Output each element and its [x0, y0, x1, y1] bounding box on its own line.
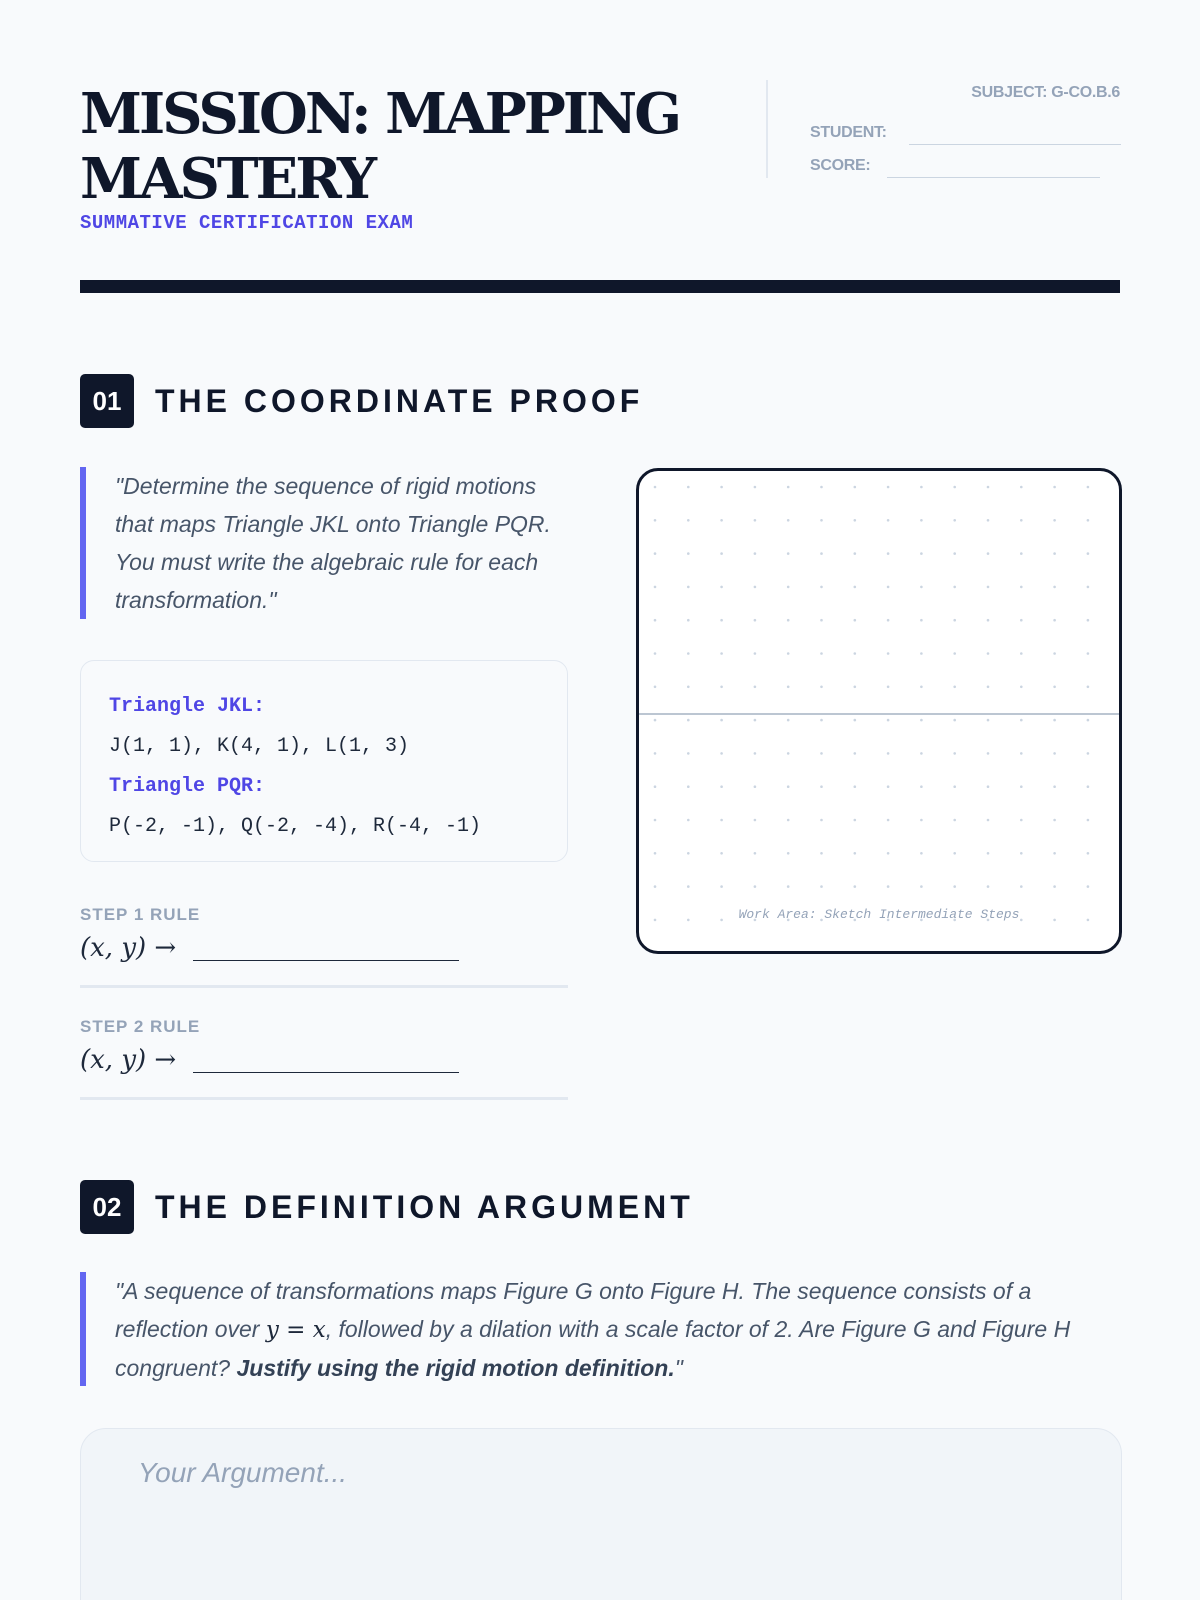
- grid-dot: [953, 652, 956, 655]
- grid-dot: [920, 819, 923, 822]
- grid-dot: [754, 752, 757, 755]
- grid-dot: [720, 885, 723, 888]
- grid-dot: [1053, 619, 1056, 622]
- dot-grid: [639, 471, 1119, 951]
- grid-dot: [887, 552, 890, 555]
- sketch-work-area[interactable]: [636, 468, 1122, 954]
- grid-dot: [854, 752, 857, 755]
- coordinates-box: [80, 660, 568, 862]
- grid-dot: [787, 885, 790, 888]
- grid-dot: [687, 586, 690, 589]
- grid-dot: [887, 519, 890, 522]
- grid-dot: [854, 552, 857, 555]
- grid-dot: [1053, 752, 1056, 755]
- grid-dot: [787, 785, 790, 788]
- grid-dot: [1053, 719, 1056, 722]
- grid-dot: [953, 519, 956, 522]
- grid-dot: [1087, 819, 1090, 822]
- grid-dot: [987, 785, 990, 788]
- grid-dot: [820, 819, 823, 822]
- grid-dot: [687, 619, 690, 622]
- grid-dot: [787, 686, 790, 689]
- grid-dot: [920, 519, 923, 522]
- grid-dot: [953, 486, 956, 489]
- grid-dot: [854, 819, 857, 822]
- grid-dot: [854, 885, 857, 888]
- grid-dot: [953, 619, 956, 622]
- grid-dot: [687, 719, 690, 722]
- grid-dot: [754, 852, 757, 855]
- grid-dot: [687, 552, 690, 555]
- grid-dot: [1053, 686, 1056, 689]
- grid-dot: [887, 785, 890, 788]
- grid-dot: [1053, 519, 1056, 522]
- header-divider: [766, 80, 768, 178]
- grid-dot: [854, 519, 857, 522]
- grid-dot: [920, 885, 923, 888]
- grid-dot: [887, 885, 890, 888]
- grid-dot: [687, 785, 690, 788]
- grid-dot: [1087, 852, 1090, 855]
- grid-dot: [820, 552, 823, 555]
- section-2-prompt: [80, 1272, 1122, 1386]
- grid-dot: [654, 619, 657, 622]
- grid-dot: [953, 852, 956, 855]
- grid-dot: [1087, 619, 1090, 622]
- grid-dot: [787, 519, 790, 522]
- grid-dot: [754, 552, 757, 555]
- grid-dot: [1087, 519, 1090, 522]
- score-line[interactable]: [887, 177, 1100, 178]
- grid-dot: [1087, 686, 1090, 689]
- grid-dot: [820, 486, 823, 489]
- triangle-jkl-coords: J(1, 1), K(4, 1), L(1, 3): [109, 735, 410, 758]
- grid-dot: [1020, 819, 1023, 822]
- grid-dot: [820, 619, 823, 622]
- grid-dot: [687, 652, 690, 655]
- grid-dot: [720, 686, 723, 689]
- grid-dot: [953, 552, 956, 555]
- grid-dot: [920, 619, 923, 622]
- grid-dot: [754, 519, 757, 522]
- prompt-emphasis: Justify using the rigid motion definition.: [236, 1355, 675, 1381]
- grid-dot: [687, 686, 690, 689]
- section-2-number: 02: [80, 1180, 134, 1234]
- grid-dot: [1053, 852, 1056, 855]
- step-1-rule: (x, y) →: [80, 933, 177, 963]
- grid-dot: [820, 652, 823, 655]
- grid-dot: [953, 752, 956, 755]
- grid-dot: [1020, 852, 1023, 855]
- grid-dot: [854, 652, 857, 655]
- grid-dot: [920, 785, 923, 788]
- step-2-label: STEP 2 RULE: [80, 1017, 201, 1036]
- grid-dot: [1053, 819, 1056, 822]
- grid-dot: [987, 652, 990, 655]
- grid-dot: [787, 652, 790, 655]
- step-2-separator: [80, 1097, 568, 1100]
- grid-dot: [720, 486, 723, 489]
- grid-dot: [987, 552, 990, 555]
- grid-dot: [854, 785, 857, 788]
- grid-dot: [654, 752, 657, 755]
- grid-dot: [787, 552, 790, 555]
- grid-dot: [1020, 486, 1023, 489]
- grid-dot: [654, 519, 657, 522]
- grid-dot: [1087, 885, 1090, 888]
- grid-dot: [920, 719, 923, 722]
- grid-dot: [920, 586, 923, 589]
- header-rule: [80, 280, 1120, 293]
- grid-dot: [654, 486, 657, 489]
- grid-dot: [1053, 586, 1056, 589]
- grid-dot: [820, 852, 823, 855]
- grid-dot: [1020, 619, 1023, 622]
- grid-dot: [1020, 686, 1023, 689]
- argument-input[interactable]: [80, 1428, 1122, 1600]
- grid-dot: [720, 552, 723, 555]
- grid-dot: [720, 719, 723, 722]
- step-1-separator: [80, 985, 568, 988]
- grid-dot: [953, 686, 956, 689]
- grid-dot: [1087, 719, 1090, 722]
- grid-dot: [687, 819, 690, 822]
- grid-dot: [754, 619, 757, 622]
- grid-dot: [820, 719, 823, 722]
- grid-dot: [1053, 885, 1056, 888]
- grid-dot: [1053, 552, 1056, 555]
- section-2-title: THE DEFINITION ARGUMENT: [155, 1189, 694, 1225]
- grid-dot: [920, 686, 923, 689]
- grid-dot: [854, 619, 857, 622]
- grid-dot: [953, 586, 956, 589]
- grid-dot: [720, 586, 723, 589]
- exam-title: MISSION: MAPPING MASTERY: [80, 81, 680, 212]
- grid-dot: [1087, 486, 1090, 489]
- grid-dot: [987, 519, 990, 522]
- grid-dot: [654, 885, 657, 888]
- grid-dot: [987, 719, 990, 722]
- step-2-answer-blank[interactable]: [193, 1072, 459, 1073]
- grid-dot: [687, 519, 690, 522]
- grid-dot: [1020, 752, 1023, 755]
- grid-dot: [754, 652, 757, 655]
- subject-code: SUBJECT: G-CO.B.6: [971, 84, 1120, 101]
- grid-dot: [854, 686, 857, 689]
- grid-dot: [1020, 785, 1023, 788]
- triangle-jkl-label: Triangle JKL:: [109, 695, 266, 718]
- grid-dot: [787, 852, 790, 855]
- grid-dot: [887, 852, 890, 855]
- grid-dot: [854, 486, 857, 489]
- exam-subtitle: SUMMATIVE CERTIFICATION EXAM: [80, 212, 414, 234]
- section-1-prompt: "Determine the sequence of rigid motions that maps Triangle JKL onto Triangle PQR. You must write the algebraic rule for each transformation.": [80, 467, 575, 619]
- grid-dot: [654, 686, 657, 689]
- grid-dot: [720, 519, 723, 522]
- grid-dot: [953, 785, 956, 788]
- grid-dot: [820, 785, 823, 788]
- grid-dot: [720, 619, 723, 622]
- grid-dot: [987, 752, 990, 755]
- grid-dot: [920, 752, 923, 755]
- grid-dot: [920, 486, 923, 489]
- grid-dot: [754, 686, 757, 689]
- section-1-number: 01: [80, 374, 134, 428]
- grid-dot: [754, 785, 757, 788]
- prompt-text-2: , followed by a dilation with a scale factor of 2. Are Figure G and Figure H congruent?: [115, 1316, 1071, 1381]
- grid-dot: [887, 586, 890, 589]
- student-label: STUDENT:: [810, 124, 887, 141]
- grid-dot: [654, 852, 657, 855]
- grid-dot: [953, 819, 956, 822]
- grid-dot: [887, 652, 890, 655]
- score-label: SCORE:: [810, 157, 871, 174]
- grid-dot: [1087, 752, 1090, 755]
- grid-dot: [654, 785, 657, 788]
- grid-dot: [1020, 652, 1023, 655]
- grid-dot: [887, 686, 890, 689]
- grid-dot: [854, 719, 857, 722]
- grid-dot: [987, 586, 990, 589]
- grid-dot: [720, 819, 723, 822]
- grid-dot: [654, 819, 657, 822]
- grid-dot: [654, 586, 657, 589]
- grid-dot: [887, 752, 890, 755]
- grid-dot: [720, 852, 723, 855]
- grid-dot: [787, 486, 790, 489]
- grid-dot: [854, 586, 857, 589]
- grid-dot: [720, 752, 723, 755]
- grid-dot: [654, 552, 657, 555]
- grid-dot: [820, 519, 823, 522]
- section-1-title: THE COORDINATE PROOF: [155, 383, 644, 419]
- grid-dot: [1087, 785, 1090, 788]
- grid-dot: [1053, 785, 1056, 788]
- grid-dot: [920, 652, 923, 655]
- grid-dot: [887, 486, 890, 489]
- prompt-math: y = x: [265, 1317, 326, 1343]
- grid-dot: [1020, 719, 1023, 722]
- grid-dot: [953, 719, 956, 722]
- grid-dot: [754, 586, 757, 589]
- triangle-pqr-coords: P(-2, -1), Q(-2, -4), R(-4, -1): [109, 815, 482, 838]
- student-name-line[interactable]: [909, 144, 1121, 145]
- grid-dot: [787, 819, 790, 822]
- grid-dot: [1087, 586, 1090, 589]
- grid-dot: [820, 686, 823, 689]
- grid-dot: [820, 586, 823, 589]
- grid-dot: [1053, 486, 1056, 489]
- grid-dot: [987, 686, 990, 689]
- grid-dot: [687, 486, 690, 489]
- grid-dot: [687, 852, 690, 855]
- grid-dot: [820, 885, 823, 888]
- prompt-end: ": [674, 1355, 683, 1381]
- grid-dot: [754, 819, 757, 822]
- grid-dot: [987, 619, 990, 622]
- prompt-text-1: "A sequence of transformations maps Figure G onto Figure H. The sequence consists of a reflection over: [115, 1278, 1032, 1342]
- grid-dot: [754, 885, 757, 888]
- grid-dot: [987, 885, 990, 888]
- grid-dot: [654, 719, 657, 722]
- grid-dot: [887, 719, 890, 722]
- grid-dot: [1020, 552, 1023, 555]
- grid-dot: [987, 486, 990, 489]
- grid-dot: [654, 652, 657, 655]
- triangle-pqr-label: Triangle PQR:: [109, 775, 266, 798]
- grid-dot: [720, 652, 723, 655]
- grid-dot: [953, 885, 956, 888]
- grid-dot: [754, 719, 757, 722]
- grid-dot: [720, 785, 723, 788]
- grid-dot: [1020, 885, 1023, 888]
- work-area-caption: Work Area: Sketch Intermediate Steps: [738, 907, 1020, 922]
- grid-dot: [1020, 586, 1023, 589]
- grid-dot: [887, 819, 890, 822]
- grid-dot: [787, 752, 790, 755]
- grid-dot: [987, 819, 990, 822]
- grid-dot: [1087, 552, 1090, 555]
- grid-dot: [787, 586, 790, 589]
- grid-dot: [1087, 652, 1090, 655]
- grid-dot: [887, 619, 890, 622]
- step-1-answer-blank[interactable]: [193, 960, 459, 961]
- grid-dot: [1020, 519, 1023, 522]
- grid-dot: [754, 486, 757, 489]
- grid-dot: [687, 885, 690, 888]
- grid-dot: [1053, 652, 1056, 655]
- grid-dot: [854, 852, 857, 855]
- grid-dot: [920, 852, 923, 855]
- grid-dot: [987, 852, 990, 855]
- grid-dot: [787, 619, 790, 622]
- step-2-rule: (x, y) →: [80, 1045, 177, 1075]
- grid-dot: [820, 752, 823, 755]
- step-1-label: STEP 1 RULE: [80, 905, 201, 924]
- grid-dot: [920, 552, 923, 555]
- grid-dot: [787, 719, 790, 722]
- grid-dot: [687, 752, 690, 755]
